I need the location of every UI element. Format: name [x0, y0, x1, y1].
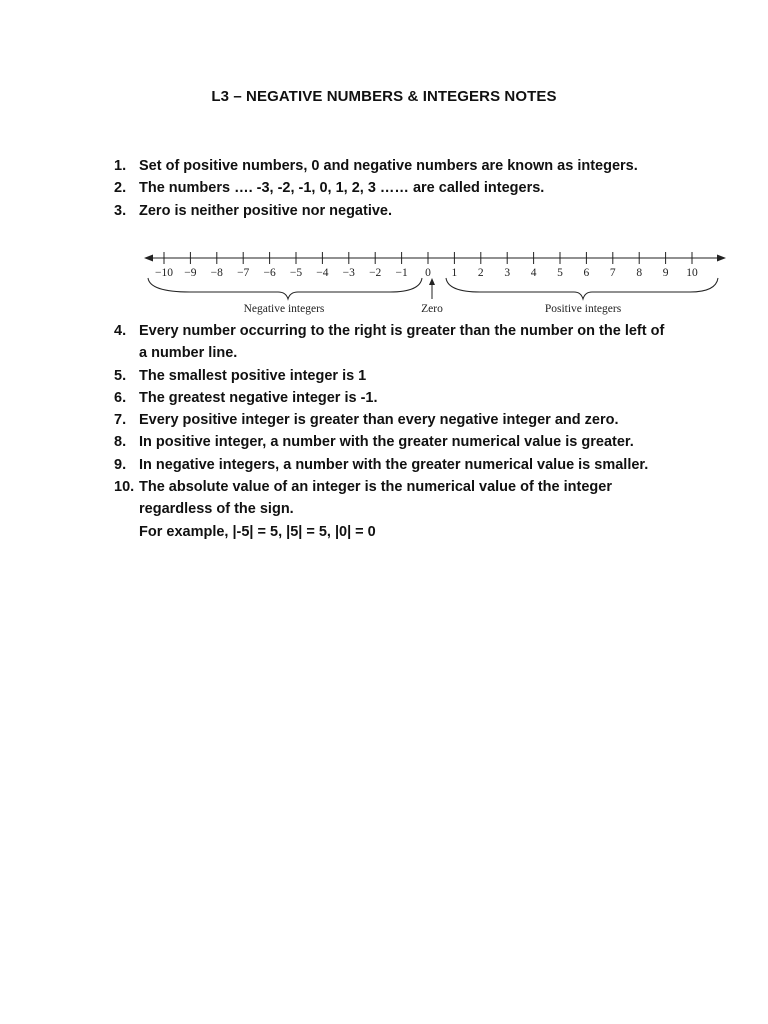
- negative-integers-label: Negative integers: [243, 303, 325, 315]
- item-line: a number line.: [139, 345, 238, 362]
- list-item: [114, 365, 694, 387]
- item-number: 3.: [114, 202, 127, 219]
- tick-label: −8: [210, 267, 223, 279]
- item-text: The numbers …. -3, -2, -1, 0, 1, 2, 3 …… are called integers.: [139, 180, 545, 197]
- tick-label: 2: [477, 267, 484, 279]
- tick-label: −10: [155, 267, 173, 279]
- item-line: For example, |-5| = 5, |5| = 5, |0| = 0: [139, 523, 376, 540]
- tick-label: 10: [686, 267, 698, 279]
- tick-label: 7: [609, 267, 616, 279]
- item-text: [139, 387, 694, 409]
- zero-label: Zero: [421, 303, 443, 315]
- number-line-ticks: [164, 252, 692, 264]
- item-line: regardless of the sign.: [139, 501, 294, 518]
- item-text: [139, 409, 694, 431]
- number-line-diagram: [140, 244, 730, 322]
- item-number: 10.: [114, 479, 135, 496]
- item-text: [139, 431, 694, 453]
- item-text: Set of positive numbers, 0 and negative numbers are known as integers.: [139, 158, 638, 174]
- right-arrowhead: [717, 255, 726, 262]
- item-line: In negative integers, a number with the greater numerical value is smaller.: [139, 456, 649, 473]
- tick-label: 1: [451, 267, 458, 279]
- item-number: 8.: [114, 434, 127, 451]
- item-text: [139, 320, 694, 365]
- tick-label: 6: [583, 267, 590, 279]
- item-number: 9.: [114, 456, 127, 473]
- list-item: [114, 155, 694, 177]
- item-line: The greatest negative integer is -1.: [139, 389, 378, 406]
- item-number: 5.: [114, 367, 127, 384]
- list-item: [114, 454, 694, 476]
- item-number: 4.: [114, 323, 127, 339]
- notes-list-bottom: [114, 320, 694, 543]
- tick-label: 5: [557, 267, 563, 279]
- item-line: Every positive integer is greater than every negative integer and zero.: [139, 412, 619, 429]
- tick-label: −2: [369, 267, 382, 279]
- item-text: [139, 476, 694, 543]
- item-line: The smallest positive integer is 1: [139, 367, 367, 384]
- tick-label: −7: [237, 267, 250, 279]
- item-text: Zero is neither positive nor negative.: [139, 202, 393, 219]
- item-text: [139, 365, 694, 387]
- item-text: [139, 454, 694, 476]
- tick-label: 4: [530, 267, 537, 279]
- item-number: 6.: [114, 389, 127, 406]
- list-item: [114, 320, 694, 365]
- list-item: [114, 200, 694, 222]
- tick-label: 9: [662, 267, 669, 279]
- zero-pointer-arrowhead: [429, 278, 435, 285]
- number-line-tick-labels: [155, 267, 698, 279]
- tick-label: 3: [504, 267, 511, 279]
- positive-brace: [446, 278, 718, 299]
- left-arrowhead: [144, 255, 153, 262]
- notes-list-top: [114, 155, 694, 222]
- tick-label: −6: [263, 267, 276, 279]
- tick-label: −3: [342, 267, 355, 279]
- tick-label: −4: [316, 267, 329, 279]
- item-number: 2.: [114, 180, 127, 197]
- positive-integers-label: Positive integers: [544, 303, 622, 315]
- list-item: [114, 476, 694, 543]
- list-item: [114, 387, 694, 409]
- tick-label: −9: [184, 267, 197, 279]
- list-item: [114, 177, 694, 199]
- item-line: The absolute value of an integer is the numerical value of the integer: [139, 479, 612, 496]
- item-number: 1.: [114, 158, 127, 174]
- page-title: L3 – NEGATIVE NUMBERS & INTEGERS NOTES: [211, 88, 557, 105]
- list-item: [114, 431, 694, 453]
- item-line: In positive integer, a number with the greater numerical value is greater.: [139, 434, 634, 451]
- tick-label: 8: [636, 267, 643, 279]
- list-item: [114, 409, 694, 431]
- item-number: 7.: [114, 412, 127, 429]
- negative-brace: [148, 278, 422, 299]
- tick-label: −1: [395, 267, 408, 279]
- item-line: Every number occurring to the right is greater than the number on the left of: [139, 323, 665, 339]
- tick-label: 0: [425, 267, 431, 279]
- tick-label: −5: [289, 267, 303, 279]
